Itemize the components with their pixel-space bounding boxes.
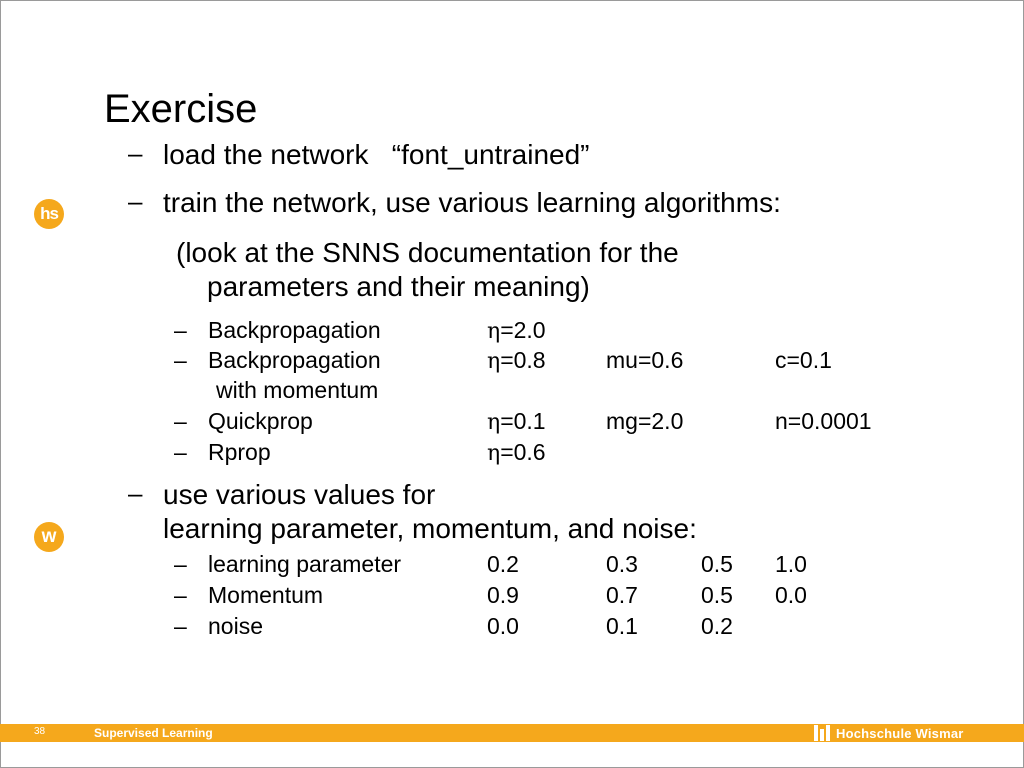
page-number: 38	[34, 726, 46, 737]
value-2: 0.7	[606, 582, 638, 608]
algorithm-param-2: n=0.0001	[775, 408, 872, 434]
hs-logo-icon: hs	[34, 199, 64, 229]
note-line-2: parameters and their meaning)	[207, 271, 590, 302]
value-2: 0.1	[606, 613, 638, 639]
footer-title: Supervised Learning	[94, 726, 213, 740]
algorithm-param-1: mu=0.6	[606, 347, 684, 373]
note-line-1: (look at the SNNS documentation for the	[176, 237, 679, 268]
value-3: 0.2	[701, 613, 733, 639]
value-2: 0.3	[606, 551, 638, 577]
brand-name: Hochschule Wismar	[836, 725, 964, 741]
value-4: 0.0	[775, 582, 807, 608]
list-dash: –	[174, 551, 187, 577]
algorithm-eta	[487, 406, 546, 438]
algorithm-eta	[487, 315, 546, 347]
list-dash: –	[174, 347, 187, 373]
value-1: 0.0	[487, 613, 519, 639]
eta-symbol: η	[487, 441, 501, 466]
bullet-load-network: load the network “font_untrained”	[163, 139, 590, 170]
algorithm-eta	[487, 345, 546, 377]
bullet-dash: –	[128, 138, 143, 168]
bullet-dash: –	[128, 478, 143, 508]
list-dash: –	[174, 613, 187, 639]
footer-brand	[800, 724, 1024, 742]
algorithm-param-1: mg=2.0	[606, 408, 684, 434]
value-name: noise	[208, 613, 263, 639]
algorithm-name: Quickprop	[208, 408, 313, 434]
value-name: Momentum	[208, 582, 324, 608]
value-1: 0.2	[487, 551, 519, 577]
algorithm-name: Backpropagation	[208, 347, 381, 373]
list-dash: –	[174, 582, 187, 608]
bullet-various-values-line-2: learning parameter, momentum, and noise:	[163, 513, 697, 544]
algorithm-param-2: c=0.1	[775, 347, 832, 373]
list-dash: –	[174, 408, 187, 434]
algorithm-name: Backpropagation	[208, 317, 381, 343]
value-3: 0.5	[701, 582, 733, 608]
value-4: 1.0	[775, 551, 807, 577]
value-3: 0.5	[701, 551, 733, 577]
slide-title: Exercise	[104, 87, 258, 131]
list-dash: –	[174, 317, 187, 343]
momentum-suffix: with momentum	[216, 377, 379, 403]
eta-symbol: η	[487, 319, 501, 344]
algorithm-eta	[487, 437, 546, 469]
hochschule-logo-icon	[812, 724, 830, 742]
bullet-dash: –	[128, 186, 143, 216]
list-dash: –	[174, 439, 187, 465]
eta-symbol: η	[487, 410, 501, 435]
eta-value: =0.6	[500, 439, 546, 465]
bullet-train-network: train the network, use various learning algorithms:	[163, 187, 781, 218]
w-logo-icon: w	[34, 522, 64, 552]
algorithm-name: Rprop	[208, 439, 271, 465]
eta-value: =0.8	[500, 347, 546, 373]
value-name: learning parameter	[208, 551, 402, 577]
bullet-various-values-line-1: use various values for	[163, 479, 436, 510]
eta-symbol: η	[487, 349, 501, 374]
eta-value: =0.1	[500, 408, 546, 434]
eta-value: =2.0	[500, 317, 546, 343]
value-1: 0.9	[487, 582, 519, 608]
